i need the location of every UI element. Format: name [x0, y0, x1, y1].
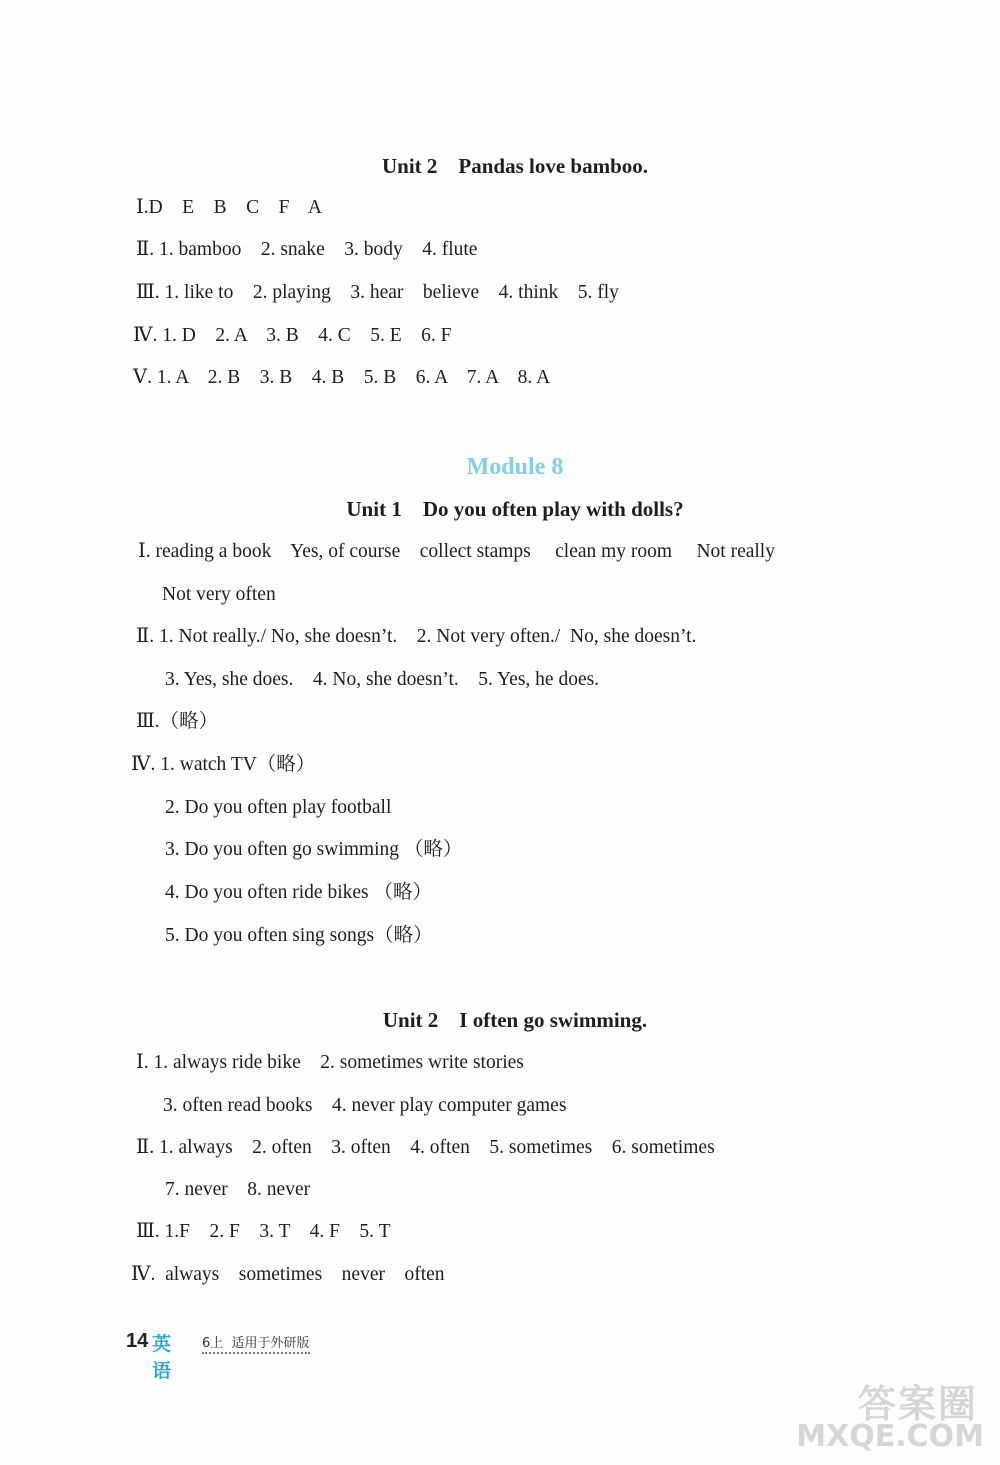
answer-line: Not very often: [162, 584, 276, 605]
subject-label: 英语: [152, 1333, 172, 1382]
answer-line: Ⅱ. 1. Not really./ No, she doesn’t. 2. Not very often./ No, she doesn’t.: [136, 626, 697, 647]
answer-line: Ⅰ. reading a book Yes, of course collect stamps clean my room Not really: [138, 541, 775, 562]
unit-title: Unit 2 I often go swimming.: [382, 1008, 648, 1032]
unit-title: Unit 2 Pandas love bamboo.: [381, 154, 649, 178]
answer-line: Ⅰ. 1. always ride bike 2. sometimes write stories: [136, 1052, 524, 1073]
answer-line: 5. Do you often sing songs（略）: [165, 925, 433, 946]
page-number: 14: [126, 1330, 149, 1352]
answer-line: Ⅱ. 1. always 2. often 3. often 4. often 5. sometimes 6. sometimes: [136, 1137, 715, 1158]
answer-line: 3. Yes, she does. 4. No, she doesn’t. 5. Yes, he does.: [165, 669, 600, 690]
answer-line: 7. never 8. never: [165, 1179, 311, 1200]
watermark-text: 答案圈: [857, 1382, 978, 1426]
answer-line: 3. often read books 4. never play computer games: [163, 1095, 567, 1116]
module-title: Module 8: [466, 454, 564, 480]
edition-label: 6上 适用于外研版: [202, 1332, 310, 1354]
answer-line: Ⅴ. 1. A 2. B 3. B 4. B 5. B 6. A 7. A 8. A: [133, 367, 551, 388]
answer-line: Ⅳ. always sometimes never often: [131, 1264, 445, 1285]
answer-line: Ⅱ. 1. bamboo 2. snake 3. body 4. flute: [136, 239, 478, 260]
answer-line: Ⅲ. 1.F 2. F 3. T 4. F 5. T: [136, 1221, 391, 1242]
answer-line: Ⅳ. 1. watch TV（略）: [131, 754, 316, 775]
answer-line: 2. Do you often play football: [165, 797, 392, 818]
watermark-url: MXQE.COM: [796, 1419, 984, 1454]
watermark-logo: [794, 1373, 984, 1459]
answer-line: Ⅲ. 1. like to 2. playing 3. hear believe 4. think 5. fly: [136, 282, 619, 303]
answer-line: 4. Do you often ride bikes （略）: [165, 882, 433, 903]
answer-line: Ⅲ.（略）: [136, 711, 219, 732]
answer-line: Ⅳ. 1. D 2. A 3. B 4. C 5. E 6. F: [133, 325, 452, 346]
answer-line: Ⅰ.D E B C F A: [136, 197, 322, 218]
unit-title: Unit 1 Do you often play with dolls?: [346, 497, 684, 521]
answer-line: 3. Do you often go swimming （略）: [165, 839, 463, 860]
